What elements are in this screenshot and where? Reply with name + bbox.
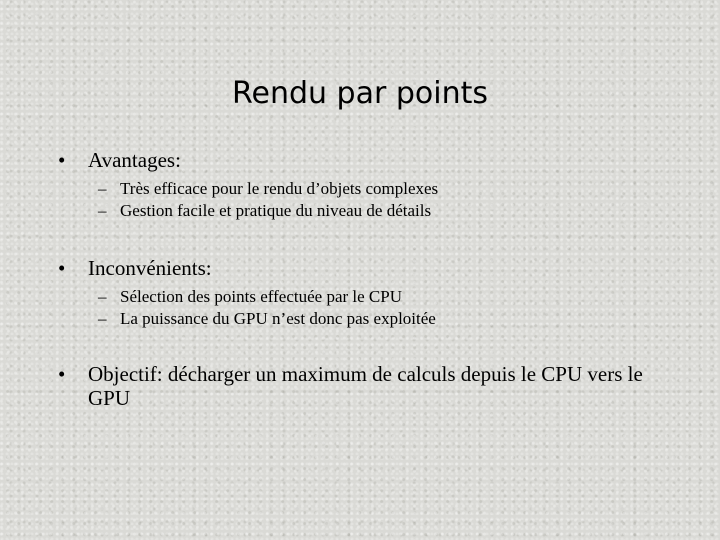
bullet-dot-icon: •: [58, 148, 66, 172]
dash-icon: –: [98, 179, 107, 198]
bullet-text: Objectif: décharger un maximum de calculs depuis le CPU vers le GPU: [88, 362, 643, 410]
dash-icon: –: [98, 287, 107, 306]
sub-item: [58, 308, 668, 330]
bullet-group-advantages: [58, 148, 668, 222]
sub-item: [58, 286, 668, 308]
bullet-item: [58, 362, 668, 410]
dash-icon: –: [98, 201, 107, 220]
sub-list: [58, 286, 668, 330]
bullet-text: Avantages:: [88, 148, 181, 172]
bullet-dot-icon: •: [58, 256, 66, 280]
bullet-group-objective: [58, 362, 668, 410]
slide-content: [58, 148, 668, 410]
sub-item: [58, 178, 668, 200]
sub-text: La puissance du GPU n’est donc pas exploitée: [120, 309, 436, 328]
bullet-dot-icon: •: [58, 362, 66, 386]
sub-list: [58, 178, 668, 222]
sub-text: Gestion facile et pratique du niveau de détails: [120, 201, 432, 220]
bullet-item: [58, 256, 668, 280]
bullet-group-drawbacks: [58, 256, 668, 330]
bullet-item: [58, 148, 668, 172]
bullet-text: Inconvénients:: [88, 256, 212, 280]
dash-icon: –: [98, 309, 107, 328]
sub-text: Sélection des points effectuée par le CPU: [120, 287, 402, 306]
sub-item: [58, 200, 668, 222]
slide-title: Rendu par points: [232, 76, 488, 111]
sub-text: Très efficace pour le rendu d’objets complexes: [120, 179, 439, 198]
